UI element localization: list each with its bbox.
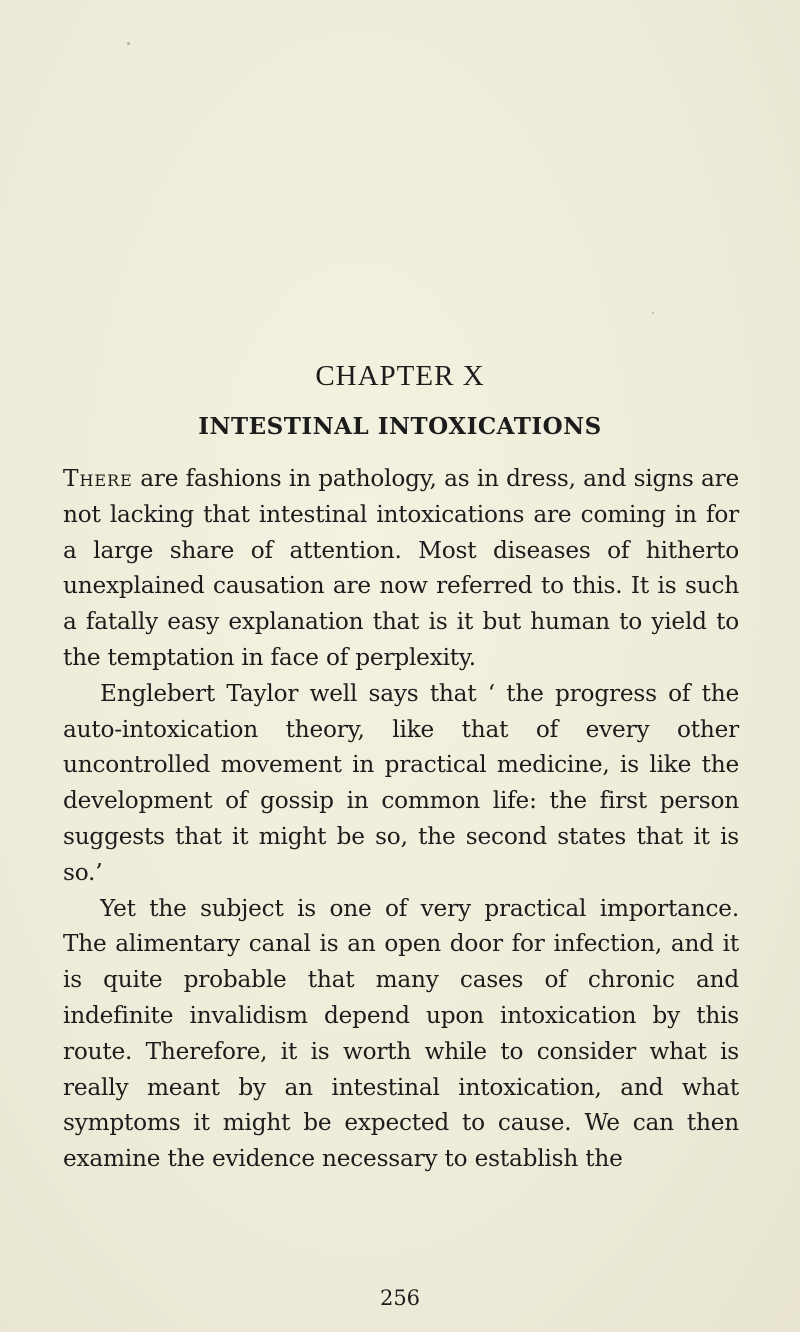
paragraph-2: Englebert Taylor well says that ‘ the progress of the auto-intoxication theory, like that of every other uncontrolled movement in practical medicine, is like the development of gossip in common life: the first person suggests that it might be so, the second states that it is so.’: [63, 679, 739, 886]
paragraph-3: Yet the subject is one of very practical importance. The alimentary canal is an open door for infection, and it is quite probable that many cases of chronic and indefinite invalidism depend upon intoxication by this route. Therefore, it is worth while to consider what is really meant by an intestinal intoxication, and what symptoms it might be expected to cause. We can then examine the evidence necessary to establish the: [63, 894, 739, 1173]
chapter-title: INTESTINAL INTOXICATIONS: [198, 413, 602, 440]
opening-word: There: [63, 465, 133, 492]
chapter-body: [63, 461, 739, 1177]
paragraph-1: [63, 461, 739, 676]
paragraph-1-text: are fashions in pathology, as in dress, and signs are not lacking that intestinal intoxications are coming in for a large share of attention. Most diseases of hitherto unexplained causation are now referred to this. It is such a fatally easy explanation that is it but human to yield to the temptation in face of perplexity.: [63, 465, 739, 671]
page-number: 256: [379, 1286, 421, 1310]
paper-speck: [127, 42, 130, 45]
chapter-number: CHAPTER X: [315, 360, 485, 392]
paper-speck: [652, 312, 654, 314]
